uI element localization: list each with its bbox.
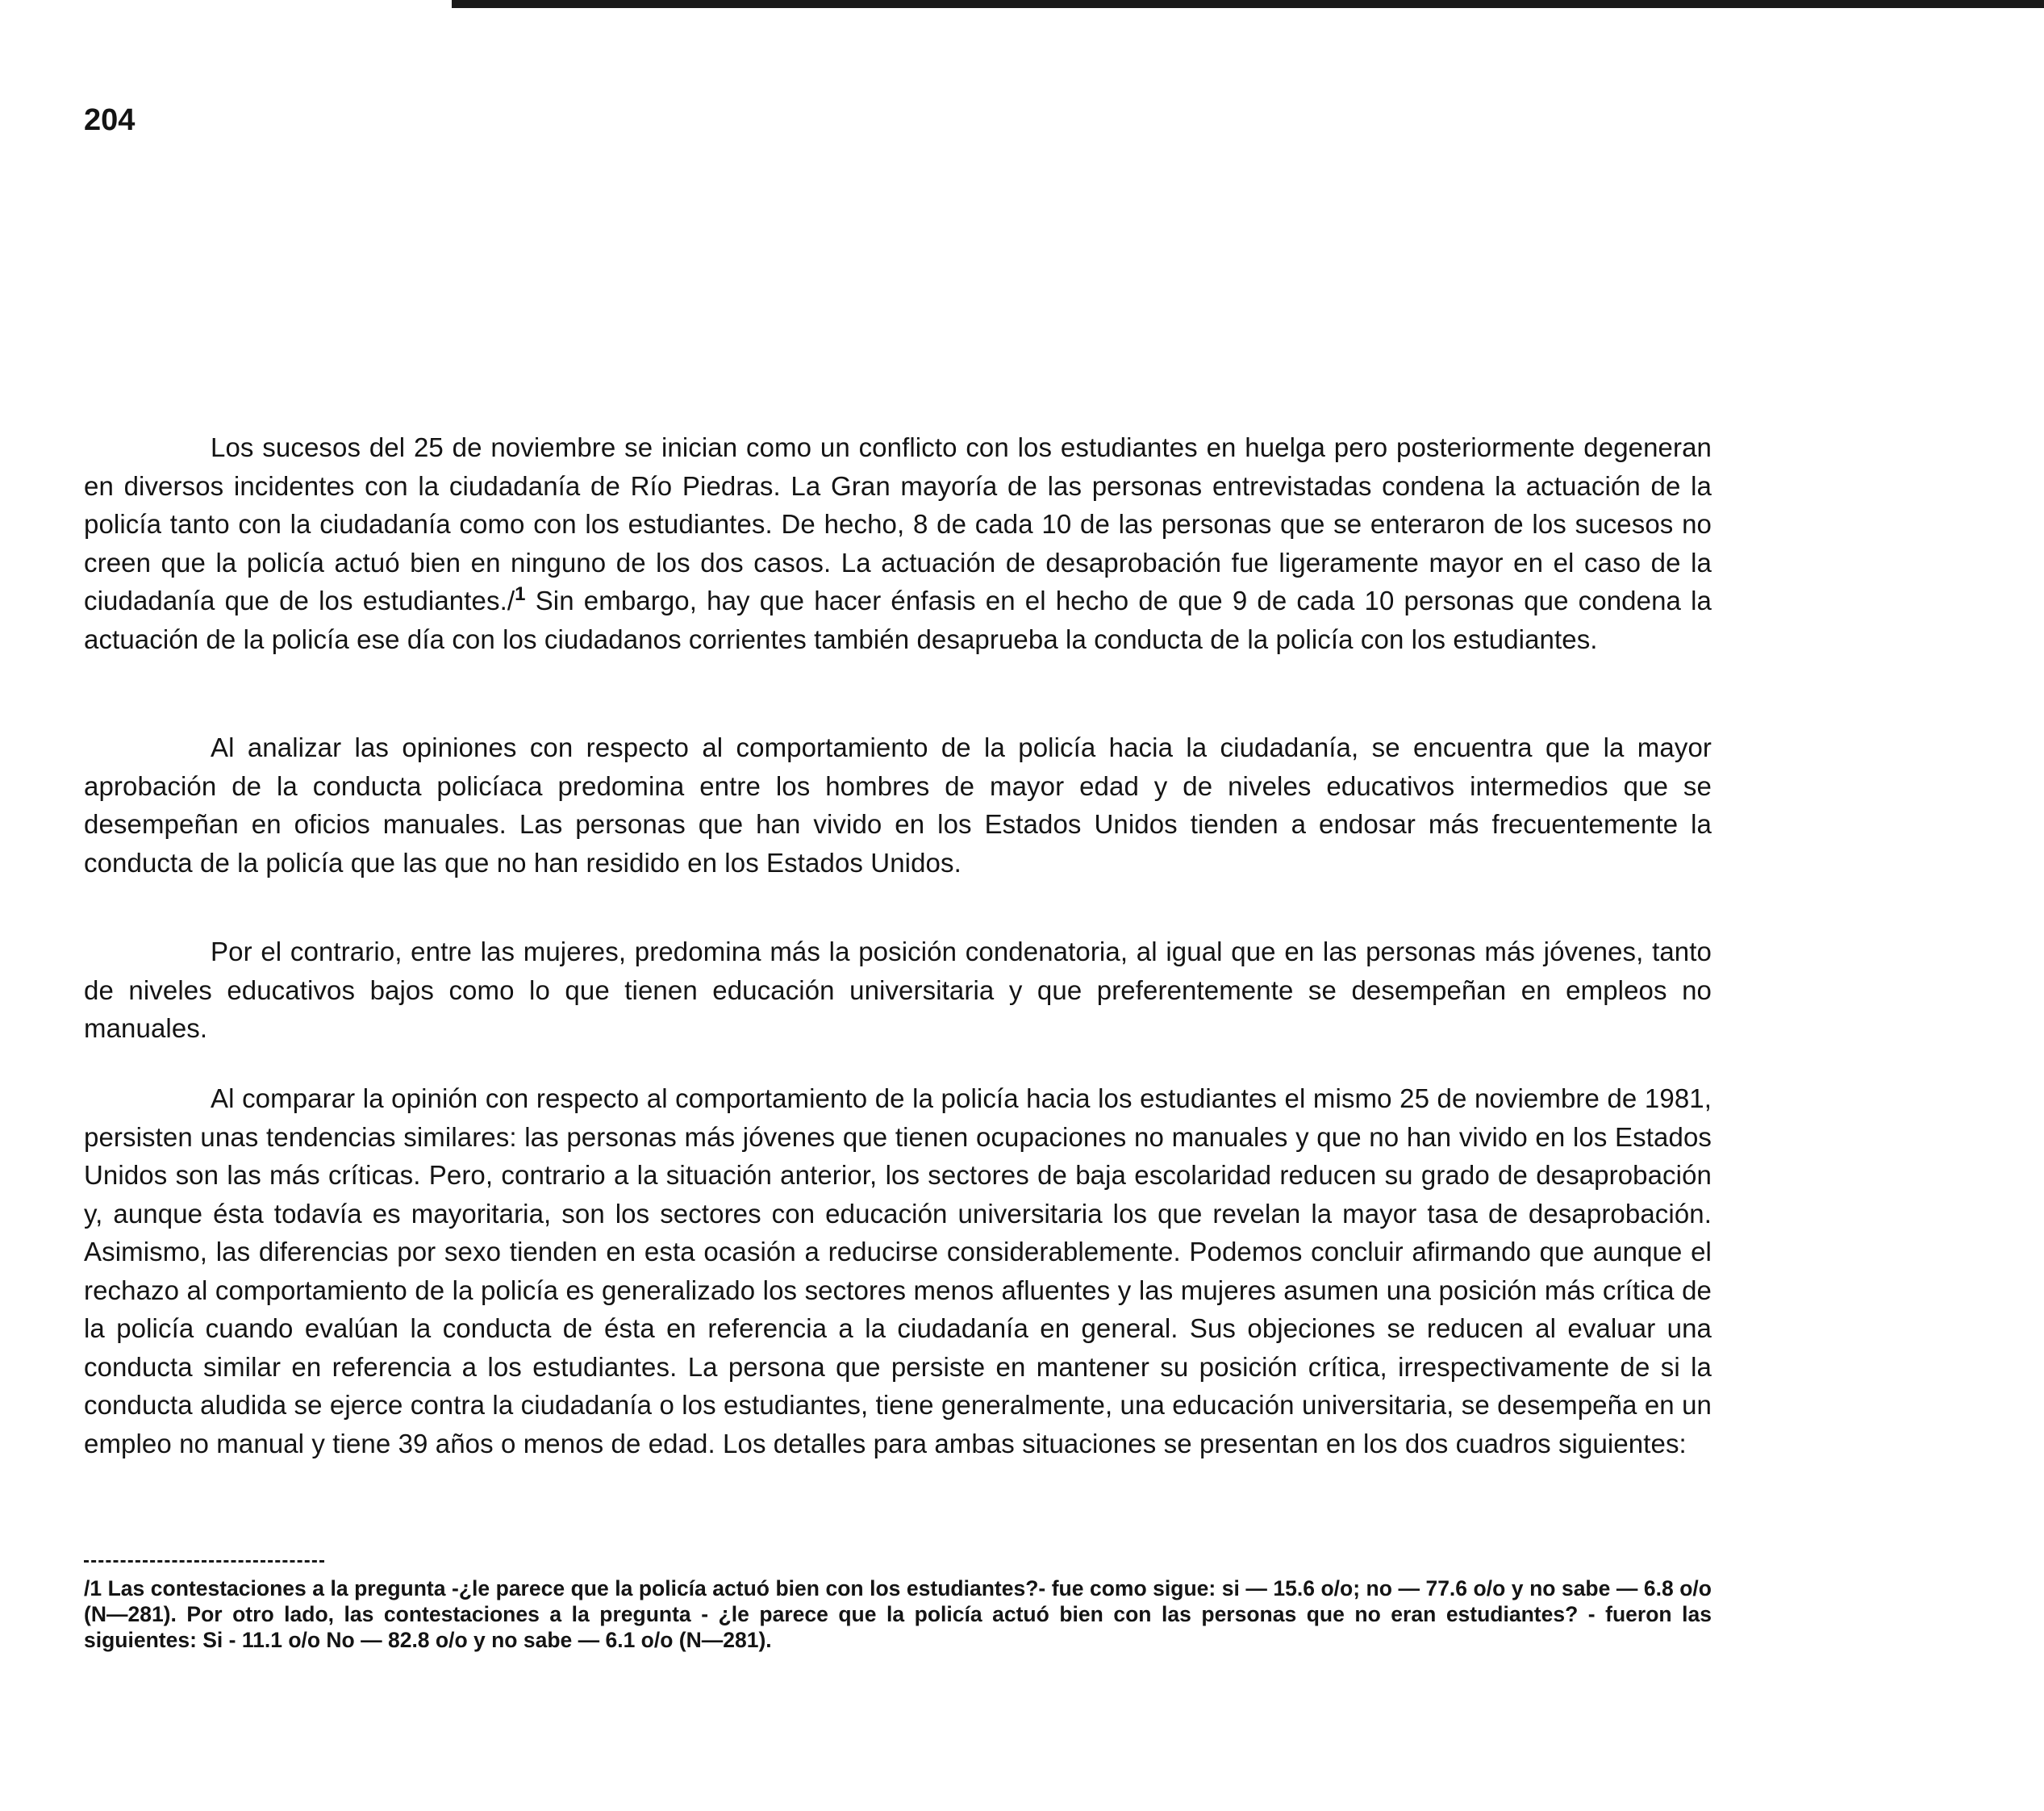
footnote: /1 Las contestaciones a la pregunta -¿le parece que la policía actuó bien con los estudiantes?- fue como sigue: si — 15.6 o/o; no — 77.6 o/o y no sabe — 6.8 o/o (N—281). Por otro lado, las contestaciones a la pregunta - ¿le parece que la policía actuó bien con las personas que no eran estudiantes? - fueron las siguientes: Si - 11.1 o/o No — 82.8 o/o y no sabe — 6.1 o/o (N—281).	[84, 1576, 1712, 1652]
paragraph-1	[84, 428, 1712, 658]
footnote-reference: 1	[515, 583, 526, 605]
paragraph-2: Al analizar las opiniones con respecto al comportamiento de la policía hacia la ciudadanía, se encuentra que la mayor aprobación de la conducta policíaca predomina entre los hombres de mayor edad y de niveles educativos intermedios que se desempeñan en oficios manuales. Las personas que han vivido en los Estados Unidos tienden a endosar más frecuentemente la conducta de la policía que las que no han residido en los Estados Unidos.	[84, 732, 1712, 878]
paragraph-3: Por el contrario, entre las mujeres, predomina más la posición condenatoria, al igual que en las personas más jóvenes, tanto de niveles educativos bajos como lo que tienen educación universitaria y que preferentemente se desempeñan en empleos no manuales.	[84, 937, 1712, 1043]
paragraph-1-text: Los sucesos del 25 de noviembre se inician como un conflicto con los estudiantes en huelga pero posteriormente degeneran en diversos incidentes con la ciudadanía de Río Piedras. La Gran mayoría de las personas entrevistadas condena la actuación de la policía tanto con la ciudadanía como con los estudiantes. De hecho, 8 de cada 10 de las personas que se enteraron de los sucesos no creen que la policía actuó bien en ninguno de los dos casos. La actuación de desaprobación fue ligeramente mayor en el caso de la ciudadanía que de los estudiantes./	[84, 432, 1712, 615]
page-number: 204	[84, 103, 136, 137]
top-edge-rule	[452, 0, 2044, 8]
footnote-separator	[84, 1560, 324, 1563]
paragraph-4: Al comparar la opinión con respecto al comportamiento de la policía hacia los estudiantes el mismo 25 de noviembre de 1981, persisten unas tendencias similares: las personas más jóvenes que tienen ocupaciones no manuales y que no han vivido en los Estados Unidos son las más críticas. Pero, contrario a la situación anterior, los sectores de baja escolaridad reducen su grado de desaprobación y, aunque ésta todavía es mayoritaria, son los sectores con educación universitaria los que revelan la mayor tasa de desaprobación. Asimismo, las diferencias por sexo tienden en esta ocasión a reducirse considerablemente. Podemos concluir afirmando que aunque el rechazo al comportamiento de la policía es generalizado los sectores menos afluentes y las mujeres asumen una posición más crítica de la policía cuando evalúan la conducta de ésta en referencia a la ciudadanía en general. Sus objeciones se reducen al evaluar una conducta similar en referencia a los estudiantes. La persona que persiste en mantener su posición crítica, irrespectivamente de si la conducta aludida se ejerce contra la ciudadanía o los estudiantes, tiene generalmente, una educación universitaria, se desempeña en un empleo no manual y tiene 39 años o menos de edad. Los detalles para ambas situaciones se presentan en los dos cuadros siguientes:	[84, 1083, 1712, 1458]
paragraph-1-text-continued: Sin embargo, hay que hacer énfasis en el hecho de que 9 de cada 10 personas que condena la actuación de la policía ese día con los ciudadanos corrientes también desaprueba la conducta de la policía con los estudiantes.	[84, 586, 1712, 654]
